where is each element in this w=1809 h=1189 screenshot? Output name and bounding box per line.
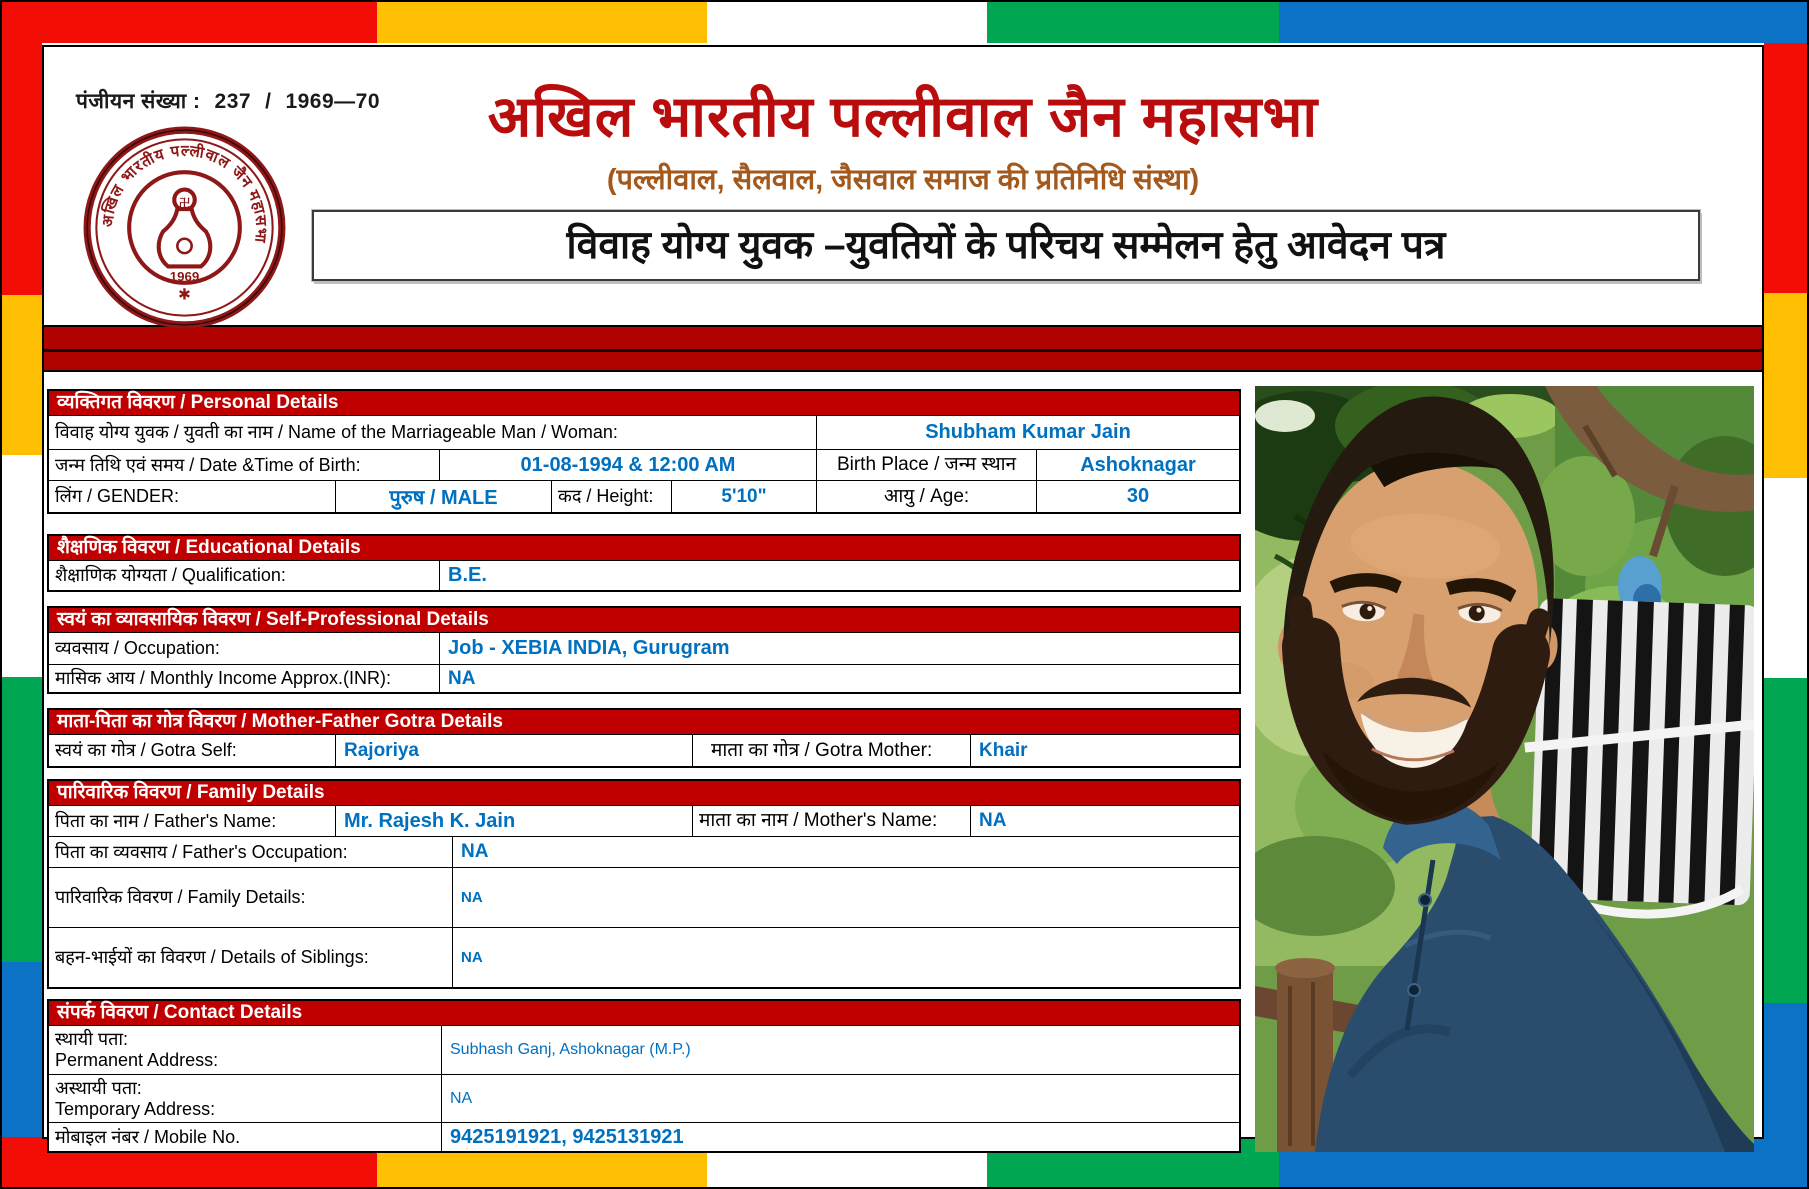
dob-label: जन्म तिथि एवं समय / Date &Time of Birth: xyxy=(55,454,361,475)
frame-segment xyxy=(1764,43,1807,293)
decorative-red-bar-2 xyxy=(44,352,1762,372)
section-header-education: शैक्षणिक विवरण / Educational Details xyxy=(49,536,1239,561)
frame-segment xyxy=(707,2,987,43)
frame-left-border xyxy=(2,43,42,1137)
mother-name-value: NA xyxy=(970,806,1239,836)
registration-number: 237 xyxy=(214,90,252,113)
seal-star-icon: ✱ xyxy=(178,286,191,304)
mobile-label: मोबाइल नंबर / Mobile No. xyxy=(55,1126,241,1147)
permanent-address-value: Subhash Ganj, Ashoknagar (M.P.) xyxy=(441,1026,1239,1074)
form-body xyxy=(44,372,1762,1153)
age-label: आयु / Age: xyxy=(816,481,1036,512)
document-header xyxy=(44,75,1762,325)
siblings-value: NA xyxy=(452,928,1239,987)
personal-details-table xyxy=(47,389,1241,514)
frame-segment xyxy=(2,2,377,43)
table-row xyxy=(49,416,1239,449)
family-details-label: पारिवारिक विवरण / Family Details: xyxy=(55,887,306,908)
family-details-table xyxy=(47,779,1241,989)
frame-segment xyxy=(1279,2,1807,43)
table-row xyxy=(49,735,1239,766)
gender-label: लिंग / GENDER: xyxy=(55,486,180,507)
gender-value: पुरुष / MALE xyxy=(335,481,551,512)
section-header-family: पारिवारिक विवरण / Family Details xyxy=(49,781,1239,806)
professional-details-table xyxy=(47,606,1241,694)
permanent-address-label-hindi: स्थायी पता: xyxy=(55,1029,129,1049)
frame-segment xyxy=(2,455,42,677)
section-header-gotra: माता-पिता का गोत्र विवरण / Mother-Father Gotra Details xyxy=(49,710,1239,735)
table-row xyxy=(49,1074,1239,1122)
decorative-red-bar-1 xyxy=(44,325,1762,349)
frame-segment xyxy=(1764,678,1807,1003)
name-value: Shubham Kumar Jain xyxy=(816,416,1239,449)
frame-segment xyxy=(2,962,42,1137)
applicant-photo xyxy=(1255,386,1754,1152)
height-value: 5'10" xyxy=(671,481,816,512)
table-row xyxy=(49,633,1239,664)
frame-segment xyxy=(2,295,42,455)
gotra-mother-value: Khair xyxy=(970,735,1239,766)
birthplace-label: Birth Place / जन्म स्थान xyxy=(816,450,1036,480)
application-document xyxy=(42,45,1764,1148)
birthplace-value: Ashoknagar xyxy=(1036,450,1239,480)
table-row xyxy=(49,867,1239,927)
mother-name-label: माता का नाम / Mother's Name: xyxy=(692,806,970,836)
table-row xyxy=(49,1026,1239,1074)
frame-segment xyxy=(987,2,1279,43)
occupation-label: व्यवसाय / Occupation: xyxy=(55,638,220,659)
father-name-value: Mr. Rajesh K. Jain xyxy=(335,806,692,836)
organization-title: अखिल भारतीय पल्लीवाल जैन महासभा xyxy=(487,85,1319,149)
gotra-self-label: स्वयं का गोत्र / Gotra Self: xyxy=(55,740,237,761)
registration-number-line xyxy=(76,87,394,115)
table-row xyxy=(49,480,1239,512)
frame-segment xyxy=(1764,478,1807,678)
permanent-address-label xyxy=(49,1026,441,1074)
height-label: कद / Height: xyxy=(551,481,671,512)
temporary-address-value: NA xyxy=(441,1075,1239,1122)
permanent-address-label-english: Permanent Address: xyxy=(55,1050,219,1071)
table-row xyxy=(49,806,1239,836)
age-value: 30 xyxy=(1036,481,1239,512)
father-occupation-value: NA xyxy=(452,837,1239,867)
table-row xyxy=(49,664,1239,692)
registration-slash: / xyxy=(265,90,272,113)
form-title: विवाह योग्य युवक –युवतियों के परिचय सम्मेलन हेतु आवेदन पत्र xyxy=(312,210,1700,281)
temporary-address-label-english: Temporary Address: xyxy=(55,1098,216,1119)
occupation-value: Job - XEBIA INDIA, Gurugram xyxy=(439,633,1239,664)
contact-details-table xyxy=(47,999,1241,1153)
frame-top-border xyxy=(2,2,1807,43)
gotra-details-table xyxy=(47,708,1241,768)
registration-label: पंजीयन संख्या : xyxy=(76,90,201,113)
seal-ring-text: अखिल भारतीय पल्लीवाल जैन महासभा xyxy=(99,142,270,245)
frame-right-border xyxy=(1764,43,1807,1137)
table-row xyxy=(49,836,1239,867)
frame-segment xyxy=(2,43,42,295)
father-occupation-label: पिता का व्यवसाय / Father's Occupation: xyxy=(55,841,348,862)
siblings-label: बहन-भाईयों का विवरण / Details of Siblings: xyxy=(55,947,369,968)
seal-swastika-mark: 卍 xyxy=(178,198,191,210)
frame-segment xyxy=(1764,1003,1807,1137)
gotra-self-value: Rajoriya xyxy=(335,735,692,766)
registration-years: 1969—70 xyxy=(285,90,381,113)
temporary-address-label-hindi: अस्थायी पता: xyxy=(55,1078,142,1098)
qualification-label: शैक्षाणिक योग्यता / Qualification: xyxy=(55,565,286,586)
income-label: मासिक आय / Monthly Income Approx.(INR): xyxy=(55,668,392,689)
qualification-value: B.E. xyxy=(439,561,1239,590)
section-header-professional: स्वयं का व्यावसायिक विवरण / Self-Professional Details xyxy=(49,608,1239,633)
dob-value: 01-08-1994 & 12:00 AM xyxy=(439,450,816,480)
educational-details-table xyxy=(47,534,1241,592)
frame-segment xyxy=(1764,293,1807,478)
table-row xyxy=(49,561,1239,590)
organization-seal-logo xyxy=(82,125,287,330)
family-details-value: NA xyxy=(452,868,1239,927)
mobile-value: 9425191921, 9425131921 xyxy=(441,1123,1239,1151)
table-row xyxy=(49,1122,1239,1151)
organization-subtitle: (पल्लीवाल, सैलवाल, जैसवाल समाज की प्रतिनिधि संस्था) xyxy=(606,164,1200,196)
gotra-mother-label: माता का गोत्र / Gotra Mother: xyxy=(692,735,970,766)
father-name-label: पिता का नाम / Father's Name: xyxy=(55,810,277,831)
income-value: NA xyxy=(439,665,1239,692)
table-row xyxy=(49,449,1239,480)
frame-segment xyxy=(2,677,42,962)
frame-segment xyxy=(377,2,707,43)
section-header-contact: संपर्क विवरण / Contact Details xyxy=(49,1001,1239,1026)
section-header-personal: व्यक्तिगत विवरण / Personal Details xyxy=(49,391,1239,416)
temporary-address-label xyxy=(49,1075,441,1122)
table-row xyxy=(49,927,1239,987)
seal-year: 1969 xyxy=(169,268,200,284)
name-label: विवाह योग्य युवक / युवती का नाम / Name of the Marriageable Man / Woman: xyxy=(55,422,618,443)
